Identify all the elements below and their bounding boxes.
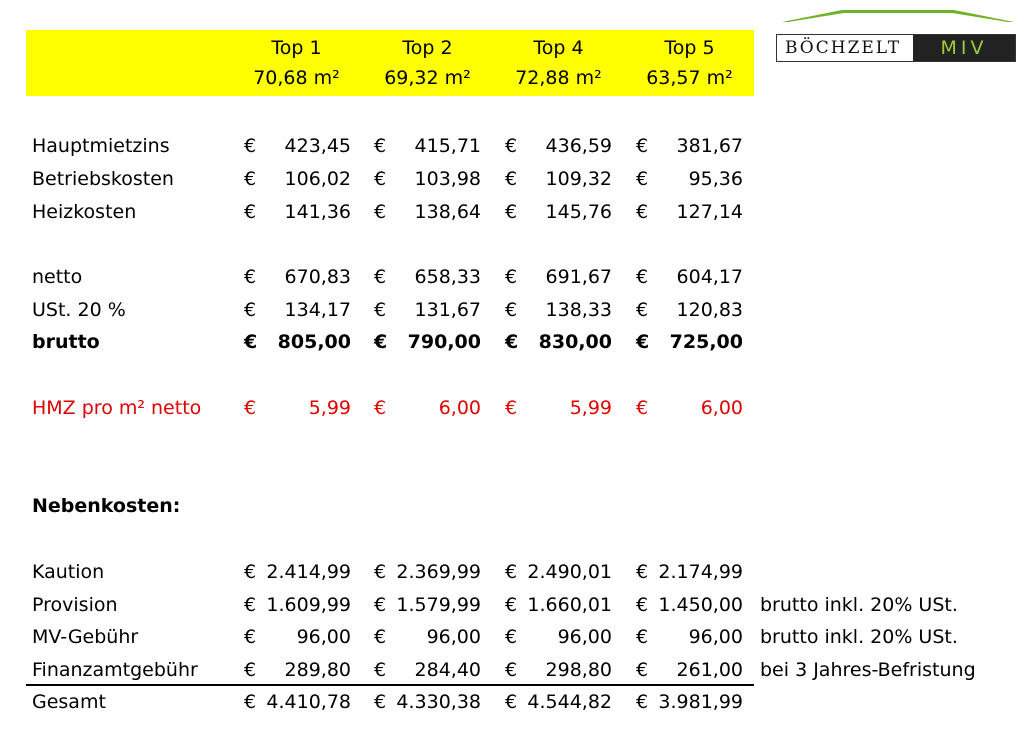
column-area: 70,68 m²	[253, 67, 340, 89]
cell-value: 1.609,99	[266, 594, 351, 616]
euro-sign: €	[374, 561, 387, 583]
euro-sign: €	[505, 397, 518, 419]
row-label: Hauptmietzins	[32, 135, 170, 157]
euro-sign: €	[505, 135, 518, 157]
row-note: bei 3 Jahres-Befristung	[760, 659, 976, 681]
cell-value: 96,00	[426, 626, 481, 648]
euro-sign: €	[636, 266, 649, 288]
cell-value: 289,80	[284, 659, 351, 681]
cell-value: 415,71	[414, 135, 481, 157]
euro-sign: €	[374, 299, 387, 321]
cell-value: 131,67	[414, 299, 481, 321]
euro-sign: €	[505, 331, 519, 353]
euro-sign: €	[374, 201, 387, 223]
cell-value: 830,00	[538, 331, 612, 353]
cell-value: 725,00	[669, 331, 743, 353]
cell-value: 604,17	[676, 266, 743, 288]
column-area: 72,88 m²	[515, 67, 602, 89]
cell-value: 436,59	[545, 135, 612, 157]
cell-value: 96,00	[296, 626, 351, 648]
cell-value: 4.544,82	[527, 691, 612, 713]
euro-sign: €	[244, 266, 257, 288]
cell-value: 3.981,99	[658, 691, 743, 713]
cell-value: 423,45	[284, 135, 351, 157]
cell-value: 138,33	[545, 299, 612, 321]
euro-sign: €	[505, 691, 518, 713]
cell-value: 2.174,99	[658, 561, 743, 583]
cell-value: 691,67	[545, 266, 612, 288]
euro-sign: €	[636, 135, 649, 157]
column-label: Top 4	[533, 37, 584, 59]
logo-right-text: MIV	[913, 35, 1015, 61]
cell-value: 145,76	[545, 201, 612, 223]
euro-sign: €	[505, 266, 518, 288]
euro-sign: €	[244, 331, 258, 353]
row-label: Heizkosten	[32, 201, 137, 223]
cell-value: 120,83	[676, 299, 743, 321]
cell-value: 670,83	[284, 266, 351, 288]
column-label: Top 2	[402, 37, 453, 59]
euro-sign: €	[505, 299, 518, 321]
euro-sign: €	[244, 594, 257, 616]
column-area: 63,57 m²	[646, 67, 733, 89]
column-label: Top 5	[664, 37, 715, 59]
cell-value: 134,17	[284, 299, 351, 321]
euro-sign: €	[374, 135, 387, 157]
euro-sign: €	[374, 168, 387, 190]
euro-sign: €	[374, 397, 387, 419]
column-label: Top 1	[271, 37, 322, 59]
euro-sign: €	[244, 201, 257, 223]
cell-value: 95,36	[688, 168, 743, 190]
section-heading: Nebenkosten:	[32, 495, 181, 517]
euro-sign: €	[374, 691, 387, 713]
euro-sign: €	[244, 397, 257, 419]
cell-value: 127,14	[676, 201, 743, 223]
euro-sign: €	[636, 201, 649, 223]
row-label: brutto	[32, 331, 100, 353]
roof-icon	[782, 8, 1014, 22]
logo-left-text: BÖCHZELT	[777, 35, 913, 61]
cell-value: 106,02	[284, 168, 351, 190]
row-label: Betriebskosten	[32, 168, 174, 190]
row-label: netto	[32, 266, 83, 288]
row-label: USt. 20 %	[32, 299, 126, 321]
cell-value: 103,98	[414, 168, 481, 190]
cell-value: 261,00	[676, 659, 743, 681]
cell-value: 381,67	[676, 135, 743, 157]
euro-sign: €	[636, 331, 650, 353]
euro-sign: €	[244, 561, 257, 583]
cell-value: 284,40	[414, 659, 481, 681]
euro-sign: €	[505, 201, 518, 223]
row-label: HMZ pro m² netto	[32, 397, 202, 419]
row-note: brutto inkl. 20% USt.	[760, 594, 958, 616]
row-label: Finanzamtgebühr	[32, 659, 198, 681]
logo-bar	[776, 34, 1016, 62]
euro-sign: €	[505, 561, 518, 583]
cell-value: 4.330,38	[396, 691, 481, 713]
cell-value: 96,00	[557, 626, 612, 648]
euro-sign: €	[636, 659, 649, 681]
cell-value: 138,64	[414, 201, 481, 223]
cell-value: 2.414,99	[266, 561, 351, 583]
euro-sign: €	[636, 168, 649, 190]
cell-value: 2.369,99	[396, 561, 481, 583]
cell-value: 2.490,01	[527, 561, 612, 583]
cell-value: 1.450,00	[658, 594, 743, 616]
euro-sign: €	[636, 691, 649, 713]
row-label: MV-Gebühr	[32, 626, 139, 648]
euro-sign: €	[505, 659, 518, 681]
euro-sign: €	[636, 594, 649, 616]
cell-value: 298,80	[545, 659, 612, 681]
row-label: Gesamt	[32, 691, 106, 713]
euro-sign: €	[244, 135, 257, 157]
euro-sign: €	[244, 626, 257, 648]
euro-sign: €	[636, 626, 649, 648]
euro-sign: €	[244, 659, 257, 681]
row-label: Provision	[32, 594, 118, 616]
euro-sign: €	[505, 626, 518, 648]
cell-value: 5,99	[308, 397, 351, 419]
euro-sign: €	[374, 659, 387, 681]
euro-sign: €	[244, 691, 257, 713]
cell-value: 790,00	[407, 331, 481, 353]
row-label: Kaution	[32, 561, 105, 583]
cell-value: 658,33	[414, 266, 481, 288]
euro-sign: €	[505, 168, 518, 190]
row-note: brutto inkl. 20% USt.	[760, 626, 958, 648]
euro-sign: €	[374, 331, 388, 353]
euro-sign: €	[244, 299, 257, 321]
euro-sign: €	[636, 561, 649, 583]
cell-value: 5,99	[569, 397, 612, 419]
cell-value: 6,00	[700, 397, 743, 419]
cell-value: 4.410,78	[266, 691, 351, 713]
euro-sign: €	[505, 594, 518, 616]
euro-sign: €	[636, 397, 649, 419]
column-area: 69,32 m²	[384, 67, 471, 89]
cell-value: 109,32	[545, 168, 612, 190]
cell-value: 805,00	[277, 331, 351, 353]
cell-value: 6,00	[438, 397, 481, 419]
cell-value: 1.660,01	[527, 594, 612, 616]
cell-value: 96,00	[688, 626, 743, 648]
cell-value: 1.579,99	[396, 594, 481, 616]
euro-sign: €	[374, 626, 387, 648]
euro-sign: €	[374, 266, 387, 288]
euro-sign: €	[636, 299, 649, 321]
euro-sign: €	[374, 594, 387, 616]
euro-sign: €	[244, 168, 257, 190]
company-logo	[776, 8, 1016, 59]
cell-value: 141,36	[284, 201, 351, 223]
